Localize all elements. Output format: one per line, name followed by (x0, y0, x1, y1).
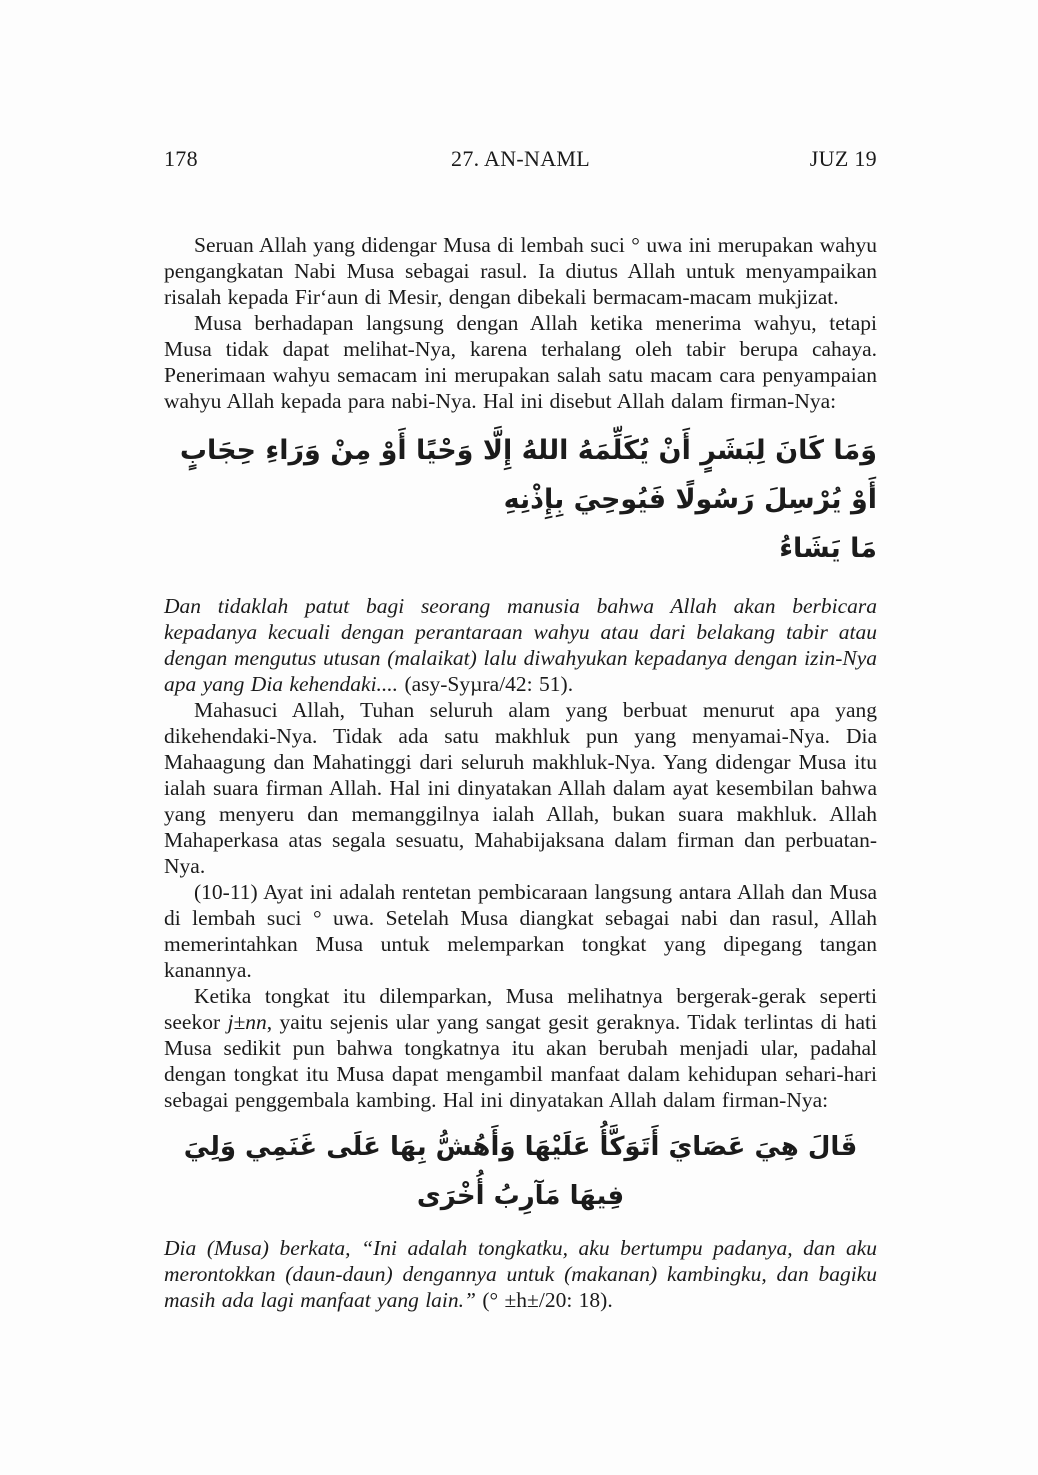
paragraph-ketika-tongkat-before: Ketika tongkat itu dilemparkan, Musa melihatnya bergerak-gerak seperti seekor (164, 984, 877, 1034)
arabic-verse-line-2: مَا يَشَاءُ (779, 533, 877, 564)
paragraph-ketika-tongkat-after: , yaitu sejenis ular yang sangat gesit geraknya. Tidak terlintas di hati Musa sedikit pun bahwa tongkatnya itu akan berubah menjadi ular, padahal dengan tongkat itu Musa dapat mengambil manfaat dalam kehidupan sehari-hari sebagai penggembala kambing. Hal ini dinyatakan Allah dalam firman-Nya: (164, 1010, 877, 1112)
surah-title: 27. AN-NAML (451, 146, 590, 171)
page-number: 178 (164, 146, 198, 171)
paragraph-ayat-10-11: (10-11) Ayat ini adalah rentetan pembicaraan langsung antara Allah dan Musa di lembah suci ° uwa. Setelah Musa diangkat sebagai nabi dan rasul, Allah memerintahkan Musa untuk melemparkan tongkat yang dipegang tangan kanannya. (164, 880, 877, 982)
paragraph-musa-berhadapan: Musa berhadapan langsung dengan Allah ketika menerima wahyu, tetapi Musa tidak dapat melihat-Nya, karena terhalang oleh tabir berupa cahaya. Penerimaan wahyu semacam ini merupakan salah satu macam cara penyampaian wahyu Allah kepada para nabi-Nya. Hal ini disebut Allah dalam firman-Nya: (164, 311, 877, 413)
paragraph-mahasuci-allah: Mahasuci Allah, Tuhan seluruh alam yang berbuat menurut apa yang dikehendaki-Nya. Tidak ada satu makhluk pun yang menyamai-Nya. Dia Mahaagung dan Mahatinggi dari seluruh makhluk-Nya. Yang didengar Musa itu ialah suara firman Allah. Hal ini dinyatakan Allah dalam ayat kesembilan bahwa yang menyeru dan memanggilnya ialah Allah, bukan suara makhluk. Allah Mahaperkasa atas segala sesuatu, Mahabijaksana dalam firman dan perbuatan-Nya. (164, 698, 877, 878)
arabic-verse-line-1: وَمَا كَانَ لِبَشَرٍ أَنْ يُكَلِّمَهُ اللهُ إِلَّا وَحْيًا أَوْ مِنْ وَرَاءِ حِجَابٍ أَوْ يُرْسِلَ رَسُولًا فَيُوحِيَ بِإِذْنِهِ (179, 435, 877, 515)
arabic-verse-asy-syura (164, 426, 877, 573)
translation-asy-syura (164, 593, 877, 697)
paragraph-seruan-allah: Seruan Allah yang didengar Musa di lembah suci ° uwa ini merupakan wahyu pengangkatan Nabi Musa sebagai rasul. Ia diutus Allah untuk menyampaikan risalah kepada Fir‘aun di Mesir, dengan dibekali bermacam-macam mukjizat. (164, 233, 877, 309)
arabic-verse-taha-line-1: قَالَ هِيَ عَصَايَ أَتَوَكَّأُ عَلَيْهَا وَأَهُشُّ بِهَا عَلَى غَنَمِي وَلِيَ فِيهَا مَآرِبُ أُخْرَى (183, 1132, 858, 1211)
term-jann: j±nn (227, 1010, 267, 1034)
translation-asy-syura-text: Dan tidaklah patut bagi seorang manusia bahwa Allah akan berbicara kepadanya kecuali dengan perantaraan wahyu atau dari belakang tabir atau dengan mengutus utusan (malaikat) lalu diwahyukan kepadanya dengan izin-Nya apa yang Dia kehendaki.... (164, 594, 877, 696)
paragraph-ketika-tongkat (164, 983, 877, 1113)
translation-taha-text: Dia (Musa) berkata, “Ini adalah tongkatku, aku bertumpu padanya, dan aku merontokkan (daun-daun) dengannya untuk (makanan) kambingku, dan bagiku masih ada lagi manfaat yang lain.” (164, 1236, 877, 1312)
translation-taha (164, 1235, 877, 1313)
page-header (164, 146, 877, 172)
arabic-verse-taha (164, 1123, 877, 1221)
translation-asy-syura-reference: (asy-Syµra/42: 51). (404, 672, 574, 696)
juz-label: JUZ 19 (809, 146, 877, 171)
translation-taha-reference: (° ±h±/20: 18). (482, 1288, 613, 1312)
text-block (164, 146, 877, 1313)
